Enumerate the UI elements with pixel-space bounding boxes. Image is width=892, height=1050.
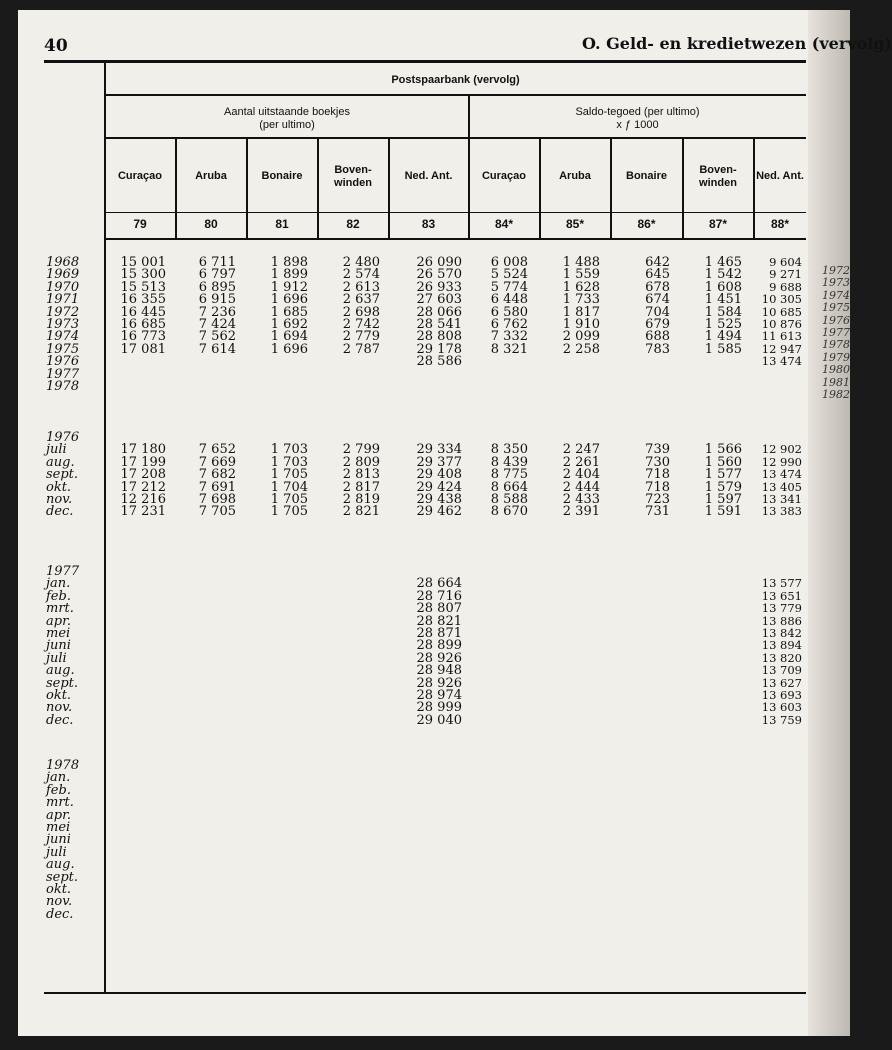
table-cell: 15 300	[120, 267, 166, 283]
chapter-title: O. Geld- en kredietwezen (vervolg)	[582, 34, 892, 53]
table-cell: 1 597	[704, 492, 742, 507]
table-cell: 2 637	[342, 292, 380, 308]
table-cell: 6 797	[198, 267, 236, 283]
table-cell: 29 438	[416, 492, 462, 507]
table-cell: 13 474	[761, 467, 802, 482]
table-cell: 1 608	[704, 279, 742, 295]
column-header: Ned. Ant.	[404, 170, 453, 182]
table-cell: 7 332	[490, 329, 528, 345]
row-label: juli	[46, 442, 67, 458]
row-label: 1975	[46, 341, 80, 357]
row-label: 1976	[46, 354, 80, 370]
row-label: aug.	[46, 454, 75, 470]
group-title: Postspaarbank (vervolg)	[391, 74, 520, 86]
table-cell: 13 759	[761, 712, 802, 727]
table-cell: 13 693	[761, 688, 802, 702]
table-cell: 704	[645, 304, 670, 320]
row-label: 1970	[46, 279, 80, 295]
column-divider	[610, 138, 612, 238]
table-cell: 6 448	[490, 292, 528, 308]
table-cell: 645	[645, 267, 670, 283]
table-cell: 5 774	[490, 279, 528, 295]
table-cell: 26 570	[416, 267, 462, 283]
table-cell: 1 705	[270, 504, 308, 520]
section-label: 1976	[46, 430, 80, 445]
row-label: mrt.	[46, 601, 74, 617]
table-cell: 8 775	[490, 467, 528, 483]
table-cell: 5 524	[490, 267, 528, 283]
subgroup-rule	[105, 137, 806, 139]
table-cell: 2 433	[562, 492, 600, 507]
table-cell: 13 820	[761, 650, 802, 665]
table-cell: 1 494	[704, 329, 742, 345]
table-cell: 2 258	[562, 341, 600, 357]
table-cell: 8 588	[490, 492, 528, 507]
table-cell: 7 698	[198, 492, 236, 507]
table-cell: 13 577	[761, 576, 802, 591]
table-cell: 7 705	[198, 504, 236, 520]
table-cell: 8 670	[490, 504, 528, 520]
bleed-year: 1974	[822, 288, 850, 302]
row-label: apr.	[46, 613, 71, 629]
table-cell: 1 692	[270, 317, 308, 332]
table-cell: 2 742	[342, 317, 380, 332]
column-header: Curaçao	[117, 170, 163, 182]
table-cell: 28 999	[416, 700, 462, 716]
column-number: 79	[133, 217, 147, 231]
table-cell: 17 212	[120, 479, 166, 495]
table-cell: 2 574	[342, 267, 380, 283]
column-divider	[539, 138, 541, 238]
table-cell: 1 705	[270, 492, 308, 507]
column-header: Aruba	[559, 170, 591, 182]
table-cell: 7 652	[198, 442, 236, 458]
bleed-year: 1980	[822, 363, 850, 377]
table-cell: 8 350	[490, 442, 528, 458]
table-cell: 2 391	[562, 504, 600, 520]
table-cell: 642	[645, 255, 670, 270]
table-cell: 2 698	[342, 304, 380, 320]
row-label: dec.	[46, 712, 74, 728]
table-cell: 8 321	[490, 341, 528, 357]
column-number: 85*	[565, 217, 585, 231]
table-cell: 10 685	[761, 304, 802, 319]
table-cell: 28 974	[416, 688, 462, 703]
table-cell: 12 947	[761, 341, 802, 356]
table-cell: 26 090	[416, 255, 462, 270]
facing-page-bleed	[822, 265, 850, 401]
table-cell: 28 541	[416, 317, 462, 332]
header-rule	[105, 212, 806, 213]
table-cell: 13 779	[761, 601, 802, 616]
table-cell: 6 762	[490, 317, 528, 332]
table-cell: 28 821	[416, 613, 462, 629]
table-cell: 1 910	[562, 317, 600, 332]
table-cell: 16 355	[120, 292, 166, 308]
row-label: feb.	[46, 782, 71, 798]
table-cell: 1 704	[270, 479, 308, 495]
column-header: Boven- winden	[699, 164, 737, 189]
bleed-year: 1978	[822, 338, 850, 352]
table-cell: 13 627	[761, 675, 802, 690]
table-cell: 1 899	[270, 267, 308, 283]
table-cell: 17 208	[120, 467, 166, 483]
row-label: dec.	[46, 906, 74, 922]
table-cell: 29 377	[416, 454, 462, 470]
row-label: feb.	[46, 588, 71, 604]
column-header: Aruba	[195, 170, 227, 182]
bleed-year: 1975	[822, 301, 850, 315]
table-cell: 29 462	[416, 504, 462, 520]
row-label: nov.	[46, 492, 73, 507]
row-label: 1974	[46, 329, 80, 345]
top-rule	[44, 60, 806, 63]
table-cell: 17 081	[120, 341, 166, 357]
table-cell: 6 915	[198, 292, 236, 308]
table-cell: 8 439	[490, 454, 528, 470]
table-cell: 1 898	[270, 255, 308, 270]
table-cell: 28 066	[416, 304, 462, 320]
table-cell: 13 886	[761, 613, 802, 628]
page-binding-shadow	[808, 10, 850, 1036]
column-divider	[317, 138, 319, 238]
table-cell: 28 808	[416, 329, 462, 345]
table-cell: 718	[645, 467, 670, 483]
bleed-year: 1979	[822, 350, 850, 364]
row-label: mrt.	[46, 795, 74, 811]
row-label: 1968	[46, 255, 80, 270]
table-cell: 13 651	[761, 588, 802, 603]
bleed-year: 1981	[822, 375, 850, 389]
table-cell: 2 480	[342, 255, 380, 270]
table-cell: 1 579	[704, 479, 742, 495]
table-cell: 9 271	[769, 267, 802, 282]
table-cell: 679	[645, 317, 670, 332]
table-cell: 678	[645, 279, 670, 295]
table-cell: 13 894	[761, 638, 802, 653]
table-cell: 7 236	[198, 304, 236, 320]
column-header: Bonaire	[626, 170, 667, 182]
section-label: 1978	[46, 758, 80, 773]
column-divider	[175, 138, 177, 238]
table-cell: 13 383	[761, 504, 802, 519]
table-cell: 1 566	[704, 442, 742, 458]
table-cell: 731	[645, 504, 670, 520]
bleed-year: 1972	[822, 264, 850, 277]
table-cell: 1 584	[704, 304, 742, 320]
bleed-year: 1976	[822, 313, 850, 327]
table-cell: 15 001	[120, 255, 166, 270]
table-cell: 6 008	[490, 255, 528, 270]
row-label: dec.	[46, 504, 74, 520]
table-cell: 8 664	[490, 479, 528, 495]
table-cell: 1 542	[704, 267, 742, 283]
table-cell: 1 912	[270, 279, 308, 295]
table-cell: 29 424	[416, 479, 462, 495]
row-label: jan.	[46, 576, 71, 592]
table-cell: 28 926	[416, 650, 462, 666]
table-cell: 6 580	[490, 304, 528, 320]
table-cell: 13 842	[761, 626, 802, 640]
column-number: 86*	[637, 217, 656, 231]
table-cell: 28 926	[416, 675, 462, 691]
row-label: nov.	[46, 894, 73, 910]
column-number: 82	[346, 217, 360, 231]
table-cell: 29 178	[416, 341, 462, 357]
section-label: 1977	[46, 564, 80, 579]
table-cell: 12 216	[120, 492, 166, 507]
table-cell: 2 799	[342, 442, 380, 458]
table-cell: 1 703	[270, 454, 308, 470]
table-cell: 29 408	[416, 467, 462, 483]
table-cell: 7 562	[198, 329, 236, 345]
table-cell: 12 990	[761, 454, 802, 469]
table-cell: 730	[645, 454, 670, 470]
table-cell: 783	[645, 341, 670, 357]
row-label: juni	[46, 638, 71, 654]
table-cell: 13 603	[761, 700, 802, 715]
row-label: 1971	[46, 292, 80, 308]
table-cell: 2 787	[342, 341, 380, 357]
table-cell: 723	[645, 492, 670, 507]
row-label: jan.	[46, 770, 71, 786]
table-cell: 2 444	[562, 479, 600, 495]
table-cell: 1 628	[562, 279, 600, 295]
table-cell: 28 586	[416, 354, 462, 370]
table-cell: 28 716	[416, 588, 462, 604]
column-number: 81	[275, 217, 289, 231]
table-cell: 16 685	[120, 317, 166, 332]
row-label: okt.	[46, 882, 72, 897]
table-cell: 2 099	[562, 329, 600, 345]
table-cell: 1 560	[704, 454, 742, 470]
column-divider	[468, 95, 470, 238]
table-cell: 9 688	[769, 279, 802, 294]
row-label: aug.	[46, 857, 75, 873]
column-header: Ned. Ant.	[756, 170, 804, 182]
stub-divider	[104, 62, 106, 992]
table-cell: 688	[645, 329, 670, 345]
table-cell: 739	[645, 442, 670, 458]
row-label: okt.	[46, 479, 72, 495]
table-cell: 1 817	[562, 304, 600, 320]
table-cell: 2 613	[342, 279, 380, 295]
row-label: 1978	[46, 379, 80, 394]
table-cell: 29 040	[416, 712, 462, 728]
column-header: Bonaire	[261, 170, 303, 182]
table-cell: 1 696	[270, 341, 308, 357]
table-cell: 1 559	[562, 267, 600, 283]
table-cell: 17 199	[120, 454, 166, 470]
table-cell: 1 733	[562, 292, 600, 308]
bleed-year: 1973	[822, 276, 850, 290]
table-cell: 28 899	[416, 638, 462, 654]
table-cell: 1 525	[704, 317, 742, 332]
table-cell: 28 664	[416, 576, 462, 592]
column-divider	[682, 138, 684, 238]
table-cell: 7 682	[198, 467, 236, 483]
table-cell: 2 813	[342, 467, 380, 483]
table-cell: 17 180	[120, 442, 166, 458]
table-cell: 13 341	[761, 492, 802, 506]
row-label: nov.	[46, 700, 73, 716]
row-label: okt.	[46, 688, 72, 703]
table-cell: 2 247	[562, 442, 600, 458]
table-cell: 27 603	[416, 292, 462, 308]
column-number: 80	[204, 217, 218, 231]
column-number: 87*	[708, 217, 728, 231]
row-label: 1977	[46, 366, 80, 382]
row-label: 1973	[46, 317, 80, 332]
table-cell: 7 691	[198, 479, 236, 495]
table-cell: 2 821	[342, 504, 380, 520]
row-label: sept.	[46, 467, 79, 483]
bleed-year: 1977	[822, 326, 850, 340]
column-divider	[246, 138, 248, 238]
bottom-rule	[44, 992, 806, 994]
table-cell: 1 465	[704, 255, 742, 270]
table-cell: 13 474	[761, 354, 802, 369]
table-cell: 1 451	[704, 292, 742, 308]
table-cell: 29 334	[416, 442, 462, 458]
table-cell: 1 577	[704, 467, 742, 483]
table-cell: 2 404	[562, 467, 600, 483]
table-cell: 1 696	[270, 292, 308, 308]
table-cell: 28 807	[416, 601, 462, 617]
table-cell: 2 809	[342, 454, 380, 470]
table-cell: 13 405	[761, 479, 802, 494]
table-cell: 26 933	[416, 279, 462, 295]
column-number: 88*	[770, 217, 790, 231]
column-number: 84*	[494, 217, 514, 231]
table-cell: 16 445	[120, 304, 166, 320]
row-label: 1969	[46, 267, 80, 283]
table-cell: 1 585	[704, 341, 742, 357]
table-cell: 1 685	[270, 304, 308, 320]
table-cell: 12 902	[761, 442, 802, 457]
table-cell: 1 488	[562, 255, 600, 270]
column-divider	[753, 138, 755, 238]
column-header: Curaçao	[481, 170, 527, 182]
row-label: apr.	[46, 807, 71, 823]
table-cell: 15 513	[120, 279, 166, 295]
row-label: mei	[46, 820, 71, 835]
group-rule	[105, 94, 806, 96]
table-cell: 7 424	[198, 317, 236, 332]
subgroup-title: Saldo-tegoed (per ultimo) x ƒ 1000	[575, 106, 700, 131]
row-label: juni	[46, 832, 71, 848]
table-cell: 6 711	[198, 255, 236, 270]
row-label: sept.	[46, 869, 79, 885]
table-cell: 11 613	[761, 329, 802, 344]
table-cell: 2 261	[562, 454, 600, 470]
subgroup-title: Aantal uitstaande boekjes (per ultimo)	[224, 106, 350, 131]
row-label: mei	[46, 626, 71, 641]
table-cell: 1 694	[270, 329, 308, 345]
table-cell: 28 948	[416, 663, 462, 679]
table-cell: 10 876	[761, 317, 802, 331]
table-cell: 2 819	[342, 492, 380, 507]
column-number: 83	[421, 217, 436, 231]
table-cell: 1 705	[270, 467, 308, 483]
column-header: Boven- winden	[334, 164, 372, 189]
table-cell: 10 305	[761, 292, 802, 307]
table-cell: 17 231	[120, 504, 166, 520]
column-divider	[388, 138, 390, 238]
table-cell: 7 614	[198, 341, 236, 357]
row-label: juli	[46, 844, 67, 860]
table-cell: 16 773	[120, 329, 166, 345]
table-cell: 1 703	[270, 442, 308, 458]
table-cell: 674	[645, 292, 670, 308]
table-cell: 28 871	[416, 626, 462, 641]
table-cell: 718	[645, 479, 670, 495]
table-cell: 7 669	[198, 454, 236, 470]
header-rule	[105, 238, 806, 240]
table-cell: 9 604	[769, 255, 802, 269]
table-cell: 1 591	[704, 504, 742, 520]
row-label: sept.	[46, 675, 79, 691]
row-label: juli	[46, 650, 67, 666]
table-cell: 6 895	[198, 279, 236, 295]
table-cell: 13 709	[761, 663, 802, 678]
table-cell: 2 817	[342, 479, 380, 495]
page-number: 40	[44, 36, 68, 56]
table-cell: 2 779	[342, 329, 380, 345]
bleed-year: 1982	[822, 388, 850, 402]
row-label: 1972	[46, 304, 80, 320]
row-label: aug.	[46, 663, 75, 679]
